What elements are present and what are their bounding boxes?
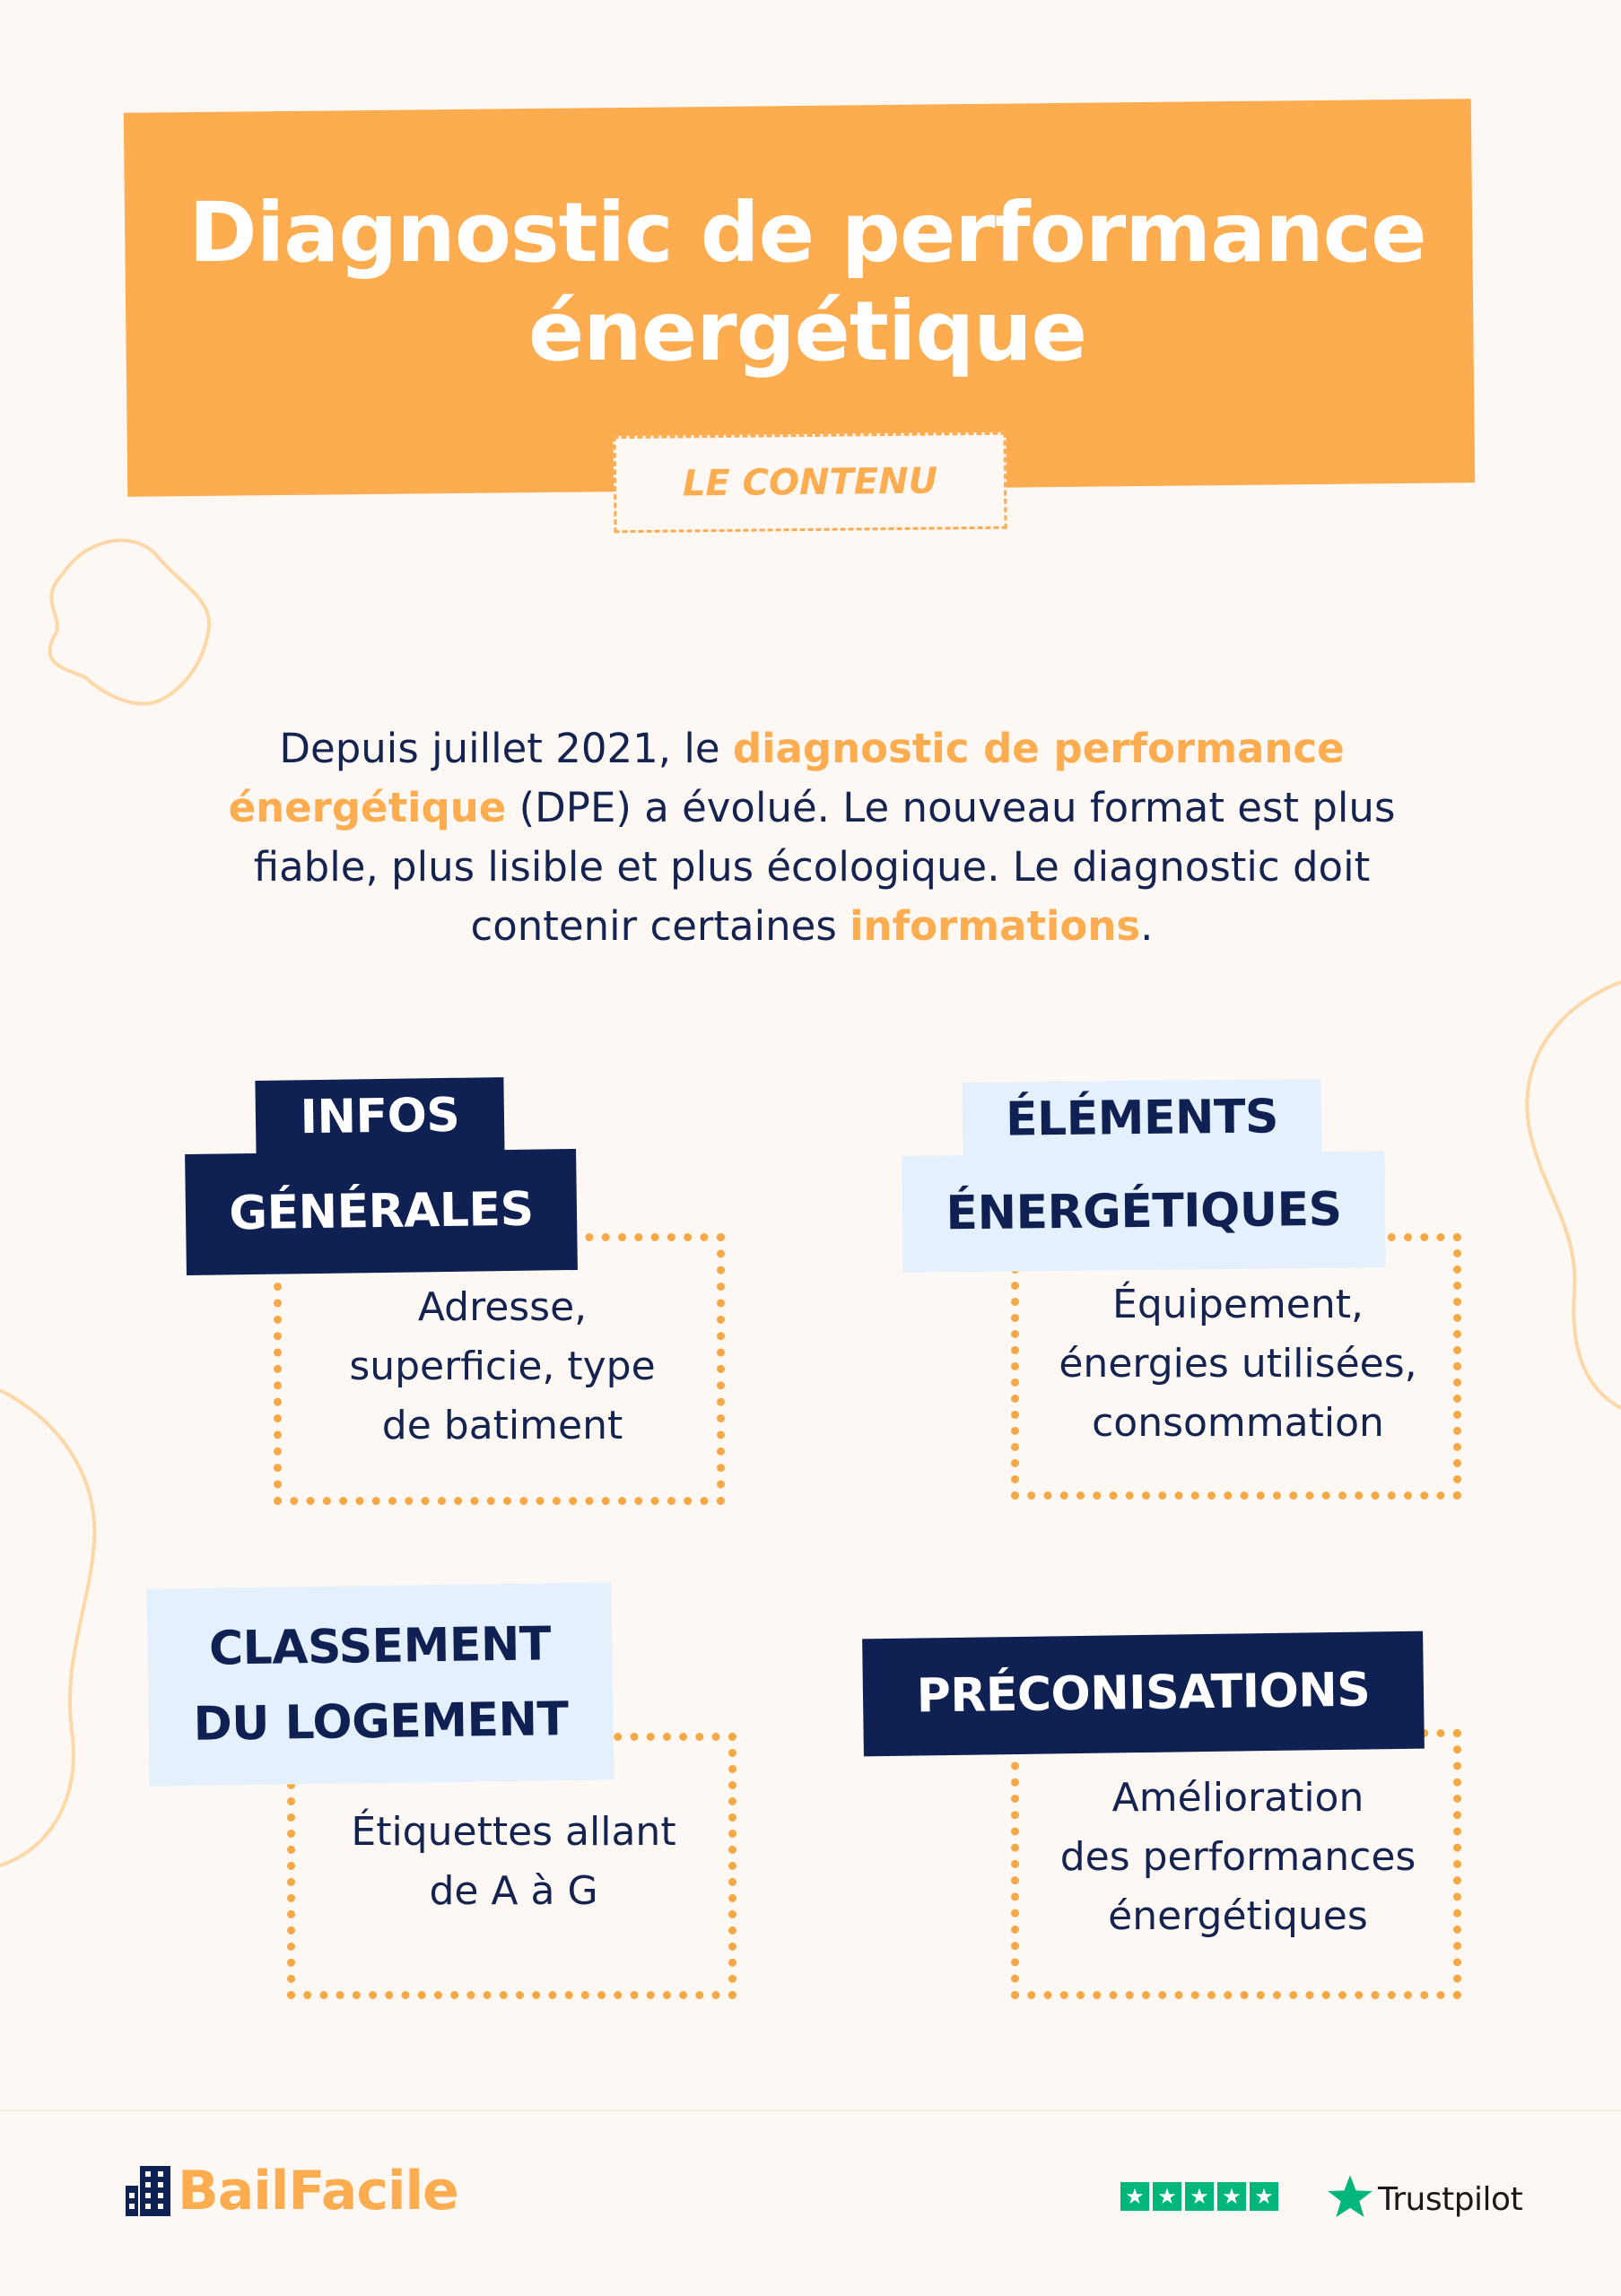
label-line: DU LOGEMENT bbox=[193, 1692, 569, 1752]
intro-paragraph bbox=[179, 719, 1444, 956]
card-infos-generales-text bbox=[296, 1278, 709, 1456]
intro-highlight-informations: informations bbox=[850, 902, 1141, 950]
card-text-line: consommation bbox=[1092, 1400, 1384, 1446]
card-classement-text bbox=[309, 1803, 718, 1921]
flower-doodle bbox=[49, 541, 209, 704]
card-text-line: de batiment bbox=[381, 1403, 623, 1448]
card-elements-energetiques-text bbox=[1023, 1275, 1453, 1453]
label-infos-bottom: GÉNÉRALES bbox=[185, 1149, 578, 1275]
title-line-1: Diagnostic de performance bbox=[188, 185, 1426, 281]
intro-text-2: (DPE) a évolué. Le nouveau format est plus fiable, plus lisible et plus écologique. Le diagnostic doit contenir certaines bbox=[253, 784, 1396, 950]
card-text-line: Étiquettes allant bbox=[351, 1809, 676, 1855]
label-elements-top: ÉLÉMENTS bbox=[963, 1079, 1322, 1161]
brand-logo-text: BailFacile bbox=[178, 2160, 458, 2222]
rating-star-icon: ★ bbox=[1217, 2182, 1246, 2211]
card-text-line: superficie, type bbox=[349, 1344, 656, 1389]
label-line: CLASSEMENT bbox=[208, 1617, 552, 1676]
trustpilot-text: Trustpilot bbox=[1378, 2181, 1523, 2218]
trustpilot-star-icon bbox=[1326, 2173, 1374, 2222]
label-elements-bottom: ÉNERGÉTIQUES bbox=[902, 1151, 1385, 1273]
footer-divider bbox=[0, 2109, 1621, 2111]
page-title bbox=[135, 184, 1480, 381]
card-text-line: Équipement, bbox=[1112, 1282, 1364, 1327]
right-squiggle bbox=[1527, 982, 1621, 1408]
card-text-line: Amélioration bbox=[1111, 1775, 1364, 1821]
subtitle-badge bbox=[613, 432, 1007, 534]
card-text-line: énergétiques bbox=[1108, 1893, 1368, 1939]
card-text-line: des performances bbox=[1059, 1834, 1416, 1880]
title-line-2: énergétique bbox=[527, 283, 1087, 379]
intro-text-3: . bbox=[1140, 902, 1154, 950]
intro-highlight-dpe: diagnostic de performance énergétique bbox=[228, 725, 1345, 831]
card-text-line: Adresse, bbox=[417, 1284, 588, 1330]
left-squiggle bbox=[0, 1390, 94, 1866]
rating-star-icon: ★ bbox=[1185, 2182, 1214, 2211]
building-icon bbox=[126, 2166, 170, 2216]
subtitle-badge-text: LE CONTENU bbox=[682, 460, 938, 505]
label-preconisations: PRÉCONISATIONS bbox=[862, 1631, 1425, 1757]
rating-star-icon: ★ bbox=[1153, 2182, 1181, 2211]
rating-star-icon: ★ bbox=[1250, 2182, 1278, 2211]
card-preconisations-text bbox=[1023, 1769, 1453, 1946]
card-text-line: énergies utilisées, bbox=[1059, 1341, 1417, 1387]
card-text-line: de A à G bbox=[429, 1868, 598, 1914]
label-infos-top: INFOS bbox=[255, 1077, 504, 1160]
trustpilot-rating bbox=[1120, 2182, 1278, 2211]
rating-star-icon: ★ bbox=[1120, 2182, 1149, 2211]
intro-text-1: Depuis juillet 2021, le bbox=[279, 725, 733, 772]
label-classement bbox=[146, 1582, 614, 1786]
